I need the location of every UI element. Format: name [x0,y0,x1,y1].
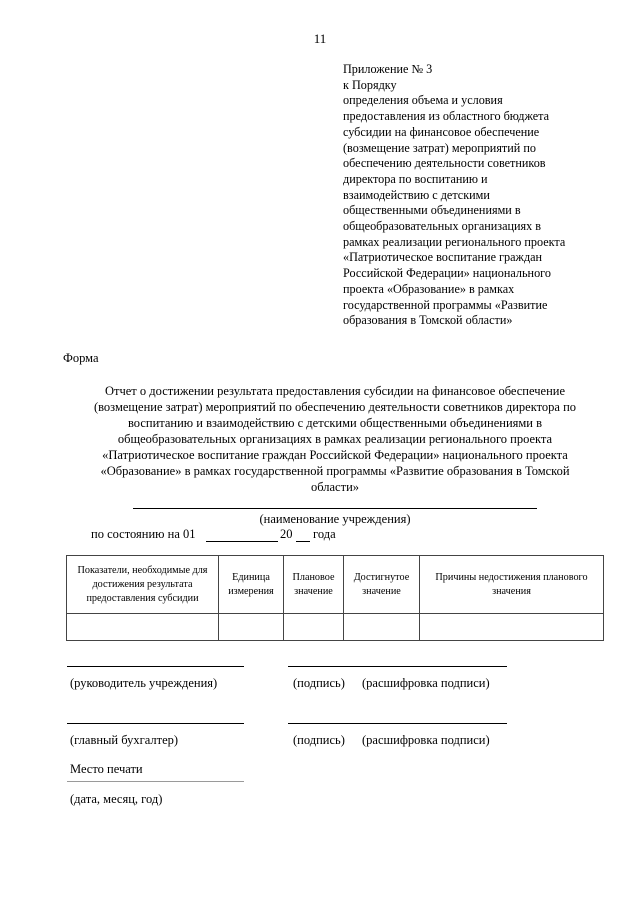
accountant-name-field[interactable] [67,723,244,724]
stamp-place-label: Место печати [70,762,143,776]
table-cell-indicators[interactable] [67,614,219,641]
appendix-line: Приложение № 3 [343,62,433,76]
column-header-indicators: Показатели, необходимые для достижения результата предоставления субсидии [67,556,219,614]
table-header-row [67,556,604,614]
accountant-role-caption: (главный бухгалтер) [70,733,179,747]
column-header-planned: Плановое значение [284,556,344,614]
date-field[interactable] [67,781,244,782]
table-cell-unit[interactable] [219,614,284,641]
date-month-field[interactable] [206,541,278,542]
date-caption: (дата, месяц, год) [70,792,163,806]
date-line-prefix: по состоянию на 01 [91,527,196,541]
accountant-signature-field[interactable] [288,723,507,724]
appendix-header [343,62,613,329]
accountant-signature-caption: (подпись) [293,733,345,747]
table-cell-planned[interactable] [284,614,344,641]
accountant-decoding-caption: (расшифровка подписи) [362,733,490,747]
appendix-line: «Патриотическое воспитание граждан [343,250,543,265]
institution-name-field[interactable] [133,508,537,509]
appendix-line: государственной программы «Развитие [343,297,548,312]
column-header-reasons: Причины недостижения планового значения [420,556,604,614]
report-title-line: общеобразовательных организациях в рамках реализации регионального проекта [117,432,553,446]
table-cell-reasons[interactable] [420,614,604,641]
head-role-caption: (руководитель учреждения) [70,676,218,690]
date-line-year-prefix: 20 [280,527,293,541]
report-title-line: Отчет о достижении результата предоставления субсидии на финансовое обеспечение [104,384,565,398]
appendix-line: общеобразовательных организациях в [343,219,542,234]
appendix-line: предоставления из областного бюджета [343,109,550,124]
table-row [67,614,604,641]
column-header-unit: Единица измерения [219,556,284,614]
appendix-line: обеспечению деятельности советников [343,156,546,171]
table-cell-achieved[interactable] [344,614,420,641]
report-title [60,383,610,495]
date-year-field[interactable] [296,541,310,542]
report-title-line: (возмещение затрат) мероприятий по обеспечению деятельности советников директора по [93,400,577,414]
appendix-line: общественными объединениями в [343,203,521,218]
date-line-suffix: года [313,527,336,541]
appendix-line: взаимодействию с детскими [343,187,490,202]
head-decoding-caption: (расшифровка подписи) [362,676,490,690]
appendix-line: к Порядку [343,77,397,92]
appendix-line: проекта «Образование» в рамках [343,281,515,296]
institution-caption: (наименование учреждения) [259,512,411,526]
report-title-line: «Патриотическое воспитание граждан Российской Федерации» национального проекта [102,448,568,462]
report-title-line: воспитанию и взаимодействию с детскими общественными объединениями в [127,416,543,430]
head-name-field[interactable] [67,666,244,667]
report-title-line: «Образование» в рамках государственной программы «Развитие образования в Томской [100,464,570,478]
report-title-line: области» [310,480,360,494]
head-signature-caption: (подпись) [293,676,345,690]
indicators-table [66,555,604,641]
page-number: 11 [313,31,327,46]
appendix-line: рамках реализации регионального проекта [343,234,566,249]
head-signature-field[interactable] [288,666,507,667]
appendix-line: директора по воспитанию и [343,171,488,186]
form-label: Форма [63,351,99,365]
column-header-achieved: Достигнутое значение [344,556,420,614]
appendix-line: образования в Томской области» [343,313,513,328]
appendix-line: субсидии на финансовое обеспечение [343,124,540,139]
appendix-line: (возмещение затрат) мероприятий по [343,140,536,155]
appendix-line: Российской Федерации» национального [343,266,551,281]
appendix-line: определения объема и условия [343,93,503,108]
